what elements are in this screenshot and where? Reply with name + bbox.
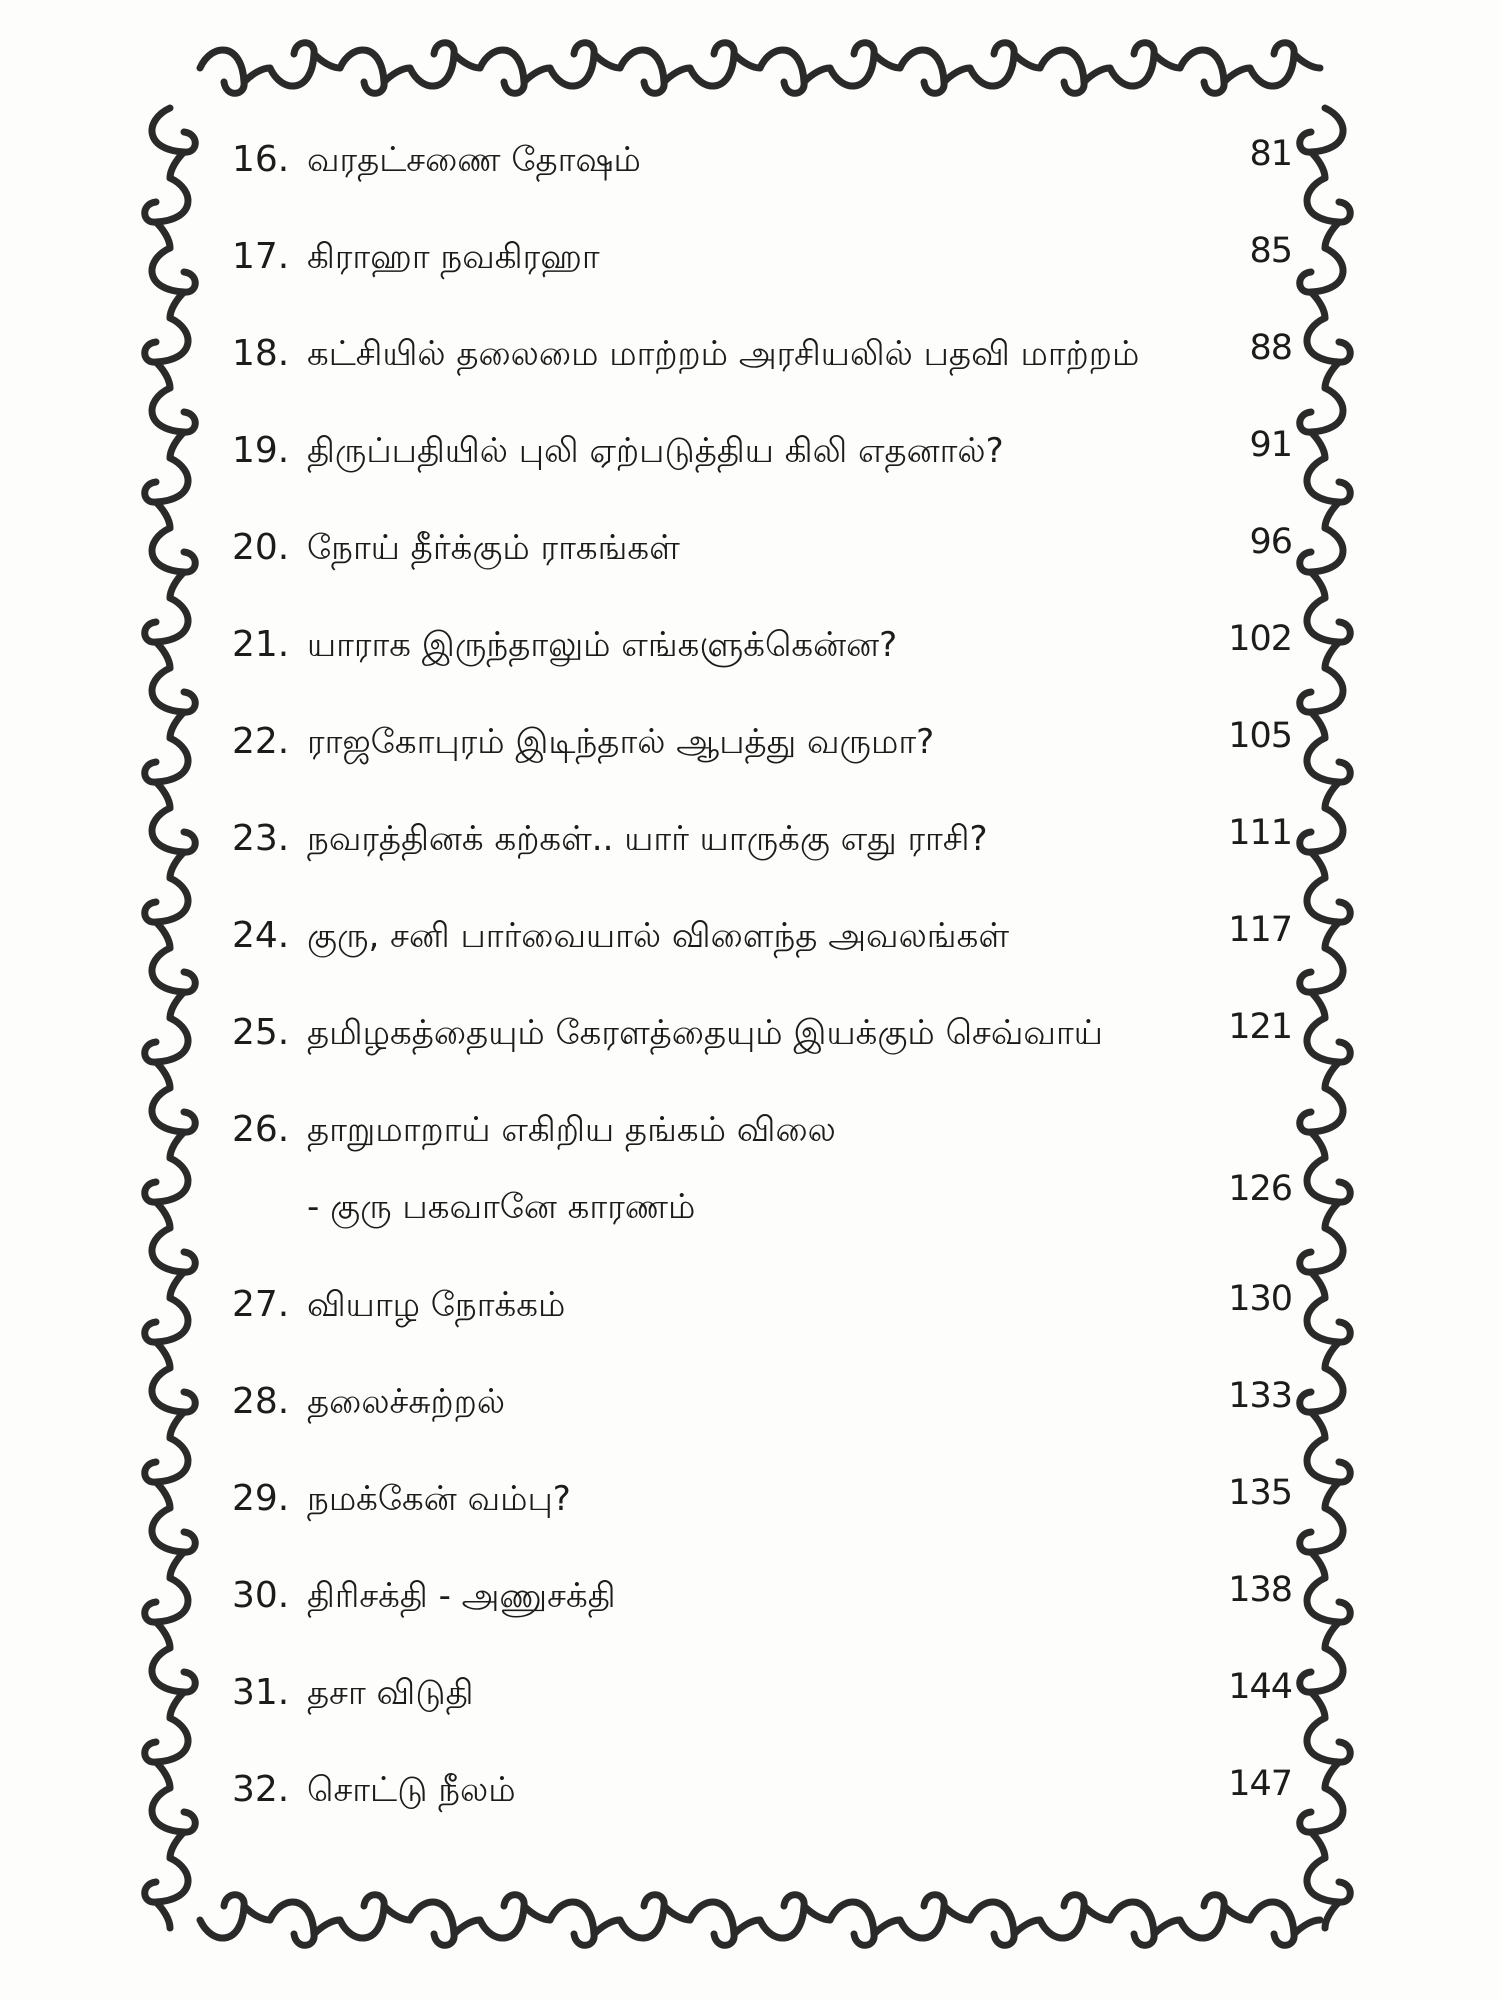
border-scroll: [1300, 1088, 1343, 1158]
toc-entry[interactable]: [232, 1377, 1292, 1474]
entry-title: திரிசக்தி - அணுசக்தி: [307, 1576, 616, 1616]
border-scroll: [1180, 50, 1250, 93]
toc-entry[interactable]: [232, 135, 1292, 232]
entry-number: 17.: [232, 236, 290, 277]
toc-entry[interactable]: [232, 1474, 1292, 1571]
entry-title: சொட்டு நீலம்: [307, 1770, 516, 1810]
border-scroll: [152, 1648, 195, 1718]
toc-entry[interactable]: [232, 1765, 1292, 1862]
border-scroll: [1300, 108, 1343, 178]
entry-number: 27.: [232, 1284, 290, 1325]
entry-number: 26.: [232, 1109, 290, 1150]
entry-number: 16.: [232, 139, 290, 180]
border-scroll: [145, 878, 188, 948]
entry-page-number: 147: [1228, 1764, 1292, 1804]
border-scroll: [1110, 1902, 1180, 1945]
border-scroll: [620, 1895, 690, 1938]
border-scroll: [900, 1895, 970, 1938]
border-scroll: [340, 50, 410, 93]
entry-title: தசா விடுதி: [307, 1673, 474, 1713]
entry-number: 20.: [232, 527, 290, 568]
border-scroll: [970, 1902, 1040, 1945]
border-scroll: [145, 1578, 188, 1648]
entry-page-number: 144: [1228, 1667, 1292, 1707]
border-scroll: [1300, 1228, 1343, 1298]
border-scroll: [340, 1895, 410, 1938]
entry-number: 23.: [232, 818, 290, 859]
entry-title-line-2: - குரு பகவானே காரணம்: [307, 1187, 696, 1227]
entry-title: வரதட்சணை தோஷம்: [307, 140, 641, 180]
border-scroll: [1300, 668, 1343, 738]
toc-entry[interactable]: [232, 1668, 1292, 1765]
toc-entry[interactable]: [232, 814, 1292, 911]
border-scroll: [145, 598, 188, 668]
entry-page-number: 111: [1228, 813, 1292, 853]
toc-entry[interactable]: [232, 717, 1292, 814]
table-of-contents: [232, 135, 1292, 1862]
border-scroll: [1300, 1368, 1343, 1438]
border-scroll: [1307, 318, 1350, 388]
entry-page-number: 130: [1228, 1279, 1292, 1319]
border-scroll: [1300, 248, 1343, 318]
entry-page-number: 96: [1249, 522, 1292, 562]
border-scroll: [1300, 1648, 1343, 1718]
entry-page-number: 126: [1228, 1169, 1292, 1209]
entry-title: கிராஹா நவகிரஹா: [307, 237, 600, 277]
toc-entry[interactable]: [232, 1571, 1292, 1668]
entry-page-number: 102: [1228, 619, 1292, 659]
border-scroll: [620, 50, 690, 93]
border-scroll: [145, 1298, 188, 1368]
entry-number: 21.: [232, 624, 290, 665]
border-scroll: [760, 50, 830, 93]
border-scroll: [900, 50, 970, 93]
toc-entry[interactable]: [232, 620, 1292, 717]
border-scroll: [760, 1895, 830, 1938]
entry-number: 28.: [232, 1381, 290, 1422]
toc-entry[interactable]: [232, 523, 1292, 620]
entry-title: கட்சியில் தலைமை மாற்றம் அரசியலில் பதவி மாற்றம்: [307, 334, 1140, 374]
border-scroll: [270, 1902, 340, 1945]
border-scroll: [480, 50, 550, 93]
border-scroll: [152, 1228, 195, 1298]
border-scroll: [145, 1018, 188, 1088]
border-scroll: [1307, 1578, 1350, 1648]
entry-title: நமக்கேன் வம்பு?: [307, 1479, 571, 1519]
toc-entry[interactable]: [232, 232, 1292, 329]
entry-title: திருப்பதியில் புலி ஏற்படுத்திய கிலி எதனால்?: [307, 431, 1004, 471]
entry-number: 18.: [232, 333, 290, 374]
border-scroll: [1307, 738, 1350, 808]
entry-number: 22.: [232, 721, 290, 762]
border-scroll: [200, 50, 270, 93]
entry-page-number: 135: [1228, 1473, 1292, 1513]
entry-number: 24.: [232, 915, 290, 956]
border-scroll: [152, 808, 195, 878]
entry-number: 29.: [232, 1478, 290, 1519]
border-scroll: [152, 528, 195, 598]
entry-page-number: 91: [1249, 425, 1292, 465]
border-scroll: [145, 1858, 188, 1928]
border-scroll: [152, 1088, 195, 1158]
border-scroll: [690, 43, 760, 86]
border-scroll: [145, 458, 188, 528]
border-scroll: [410, 43, 480, 86]
border-scroll: [970, 43, 1040, 86]
border-scroll: [1250, 43, 1320, 86]
entry-title: தமிழகத்தையும் கேரளத்தையும் இயக்கும் செவ்வாய்: [307, 1013, 1103, 1053]
border-scroll: [410, 1902, 480, 1945]
entry-title: [307, 1105, 1157, 1232]
border-scroll: [1040, 1895, 1110, 1938]
toc-entry[interactable]: [232, 426, 1292, 523]
entry-title: தலைச்சுற்றல்: [307, 1382, 506, 1422]
entry-number: 30.: [232, 1575, 290, 1616]
border-scroll: [550, 43, 620, 86]
border-scroll: [1040, 50, 1110, 93]
border-scroll: [830, 43, 900, 86]
entry-page-number: 133: [1228, 1376, 1292, 1416]
border-scroll: [1307, 458, 1350, 528]
border-scroll: [1300, 1508, 1343, 1578]
border-scroll: [1307, 178, 1350, 248]
entry-title: வியாழ நோக்கம்: [307, 1285, 566, 1325]
border-scroll: [1307, 1158, 1350, 1228]
border-scroll: [152, 108, 195, 178]
toc-entry[interactable]: [232, 329, 1292, 426]
border-scroll: [1307, 1438, 1350, 1508]
border-scroll: [480, 1895, 550, 1938]
border-scroll: [152, 388, 195, 458]
entry-page-number: 88: [1249, 328, 1292, 368]
border-scroll: [830, 1902, 900, 1945]
border-scroll: [1307, 1718, 1350, 1788]
border-scroll: [145, 1158, 188, 1228]
border-scroll: [145, 318, 188, 388]
border-scroll: [145, 738, 188, 808]
entry-number: 31.: [232, 1672, 290, 1713]
border-scroll: [145, 178, 188, 248]
border-scroll: [145, 1438, 188, 1508]
border-scroll: [1300, 948, 1343, 1018]
entry-title: நோய் தீர்க்கும் ராகங்கள்: [307, 528, 680, 568]
border-scroll: [270, 43, 340, 86]
entry-title: நவரத்தினக் கற்கள்.. யார் யாருக்கு எது ராசி?: [307, 819, 988, 859]
entry-page-number: 81: [1249, 134, 1292, 174]
entry-title-line-1: தாறுமாறாய் எகிறிய தங்கம் விலை: [307, 1110, 836, 1150]
border-scroll: [1300, 1788, 1343, 1858]
entry-page-number: 117: [1228, 910, 1292, 950]
entry-page-number: 138: [1228, 1570, 1292, 1610]
border-scroll: [152, 948, 195, 1018]
border-scroll: [152, 1508, 195, 1578]
border-scroll: [690, 1902, 760, 1945]
toc-entry[interactable]: [232, 1105, 1292, 1280]
toc-entry[interactable]: [232, 911, 1292, 1008]
border-scroll: [1180, 1895, 1250, 1938]
entry-number: 19.: [232, 430, 290, 471]
border-scroll: [1300, 528, 1343, 598]
border-scroll: [1307, 1298, 1350, 1368]
entry-title: குரு, சனி பார்வையால் விளைந்த அவலங்கள்: [307, 916, 1009, 956]
border-scroll: [200, 1895, 270, 1938]
entry-page-number: 121: [1228, 1007, 1292, 1047]
entry-page-number: 85: [1249, 231, 1292, 271]
border-scroll: [1300, 388, 1343, 458]
border-scroll: [152, 248, 195, 318]
entry-page-number: 105: [1228, 716, 1292, 756]
border-scroll: [1110, 43, 1180, 86]
border-scroll: [1300, 808, 1343, 878]
toc-entry[interactable]: [232, 1280, 1292, 1377]
border-scroll: [1250, 1902, 1320, 1945]
border-scroll: [550, 1902, 620, 1945]
border-scroll: [1307, 598, 1350, 668]
toc-entry[interactable]: [232, 1008, 1292, 1105]
entry-title: யாராக இருந்தாலும் எங்களுக்கென்ன?: [307, 625, 898, 665]
entry-number: 32.: [232, 1769, 290, 1810]
border-scroll: [1307, 1018, 1350, 1088]
border-scroll: [152, 668, 195, 738]
entry-number: 25.: [232, 1012, 290, 1053]
border-scroll: [1307, 878, 1350, 948]
entry-title: ராஜகோபுரம் இடிந்தால் ஆபத்து வருமா?: [307, 722, 935, 762]
border-scroll: [152, 1368, 195, 1438]
border-scroll: [152, 1788, 195, 1858]
border-scroll: [145, 1718, 188, 1788]
